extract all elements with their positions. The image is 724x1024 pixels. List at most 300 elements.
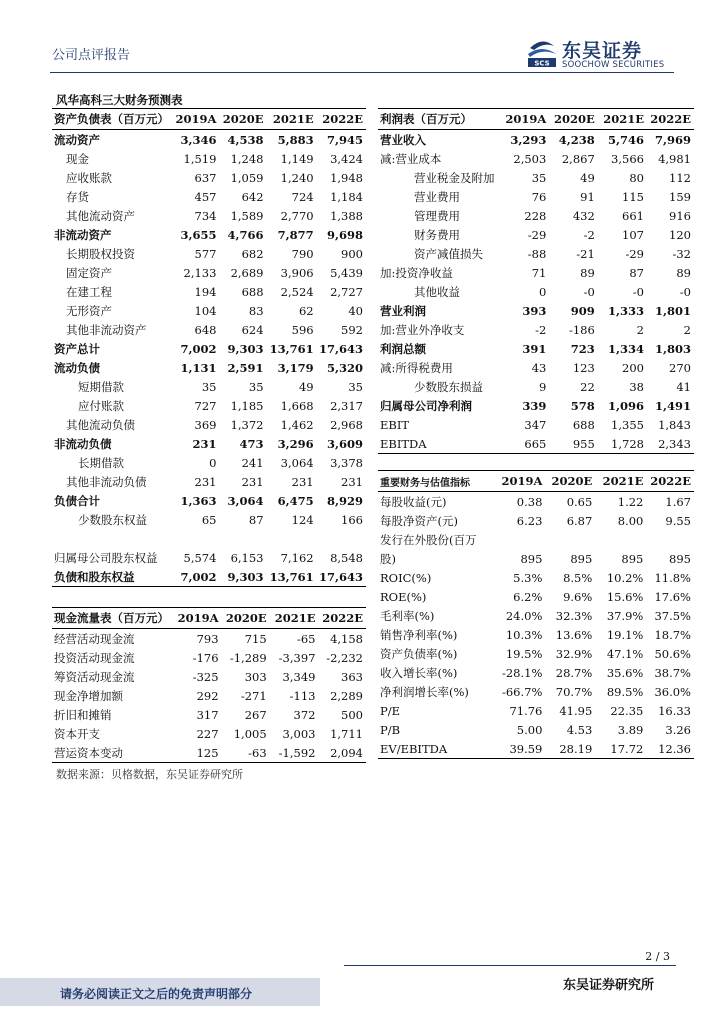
row-value: 3,655 <box>180 227 217 242</box>
row-value: 43 <box>531 360 547 375</box>
key-metrics-table <box>378 470 694 759</box>
row-value: 7,002 <box>172 567 219 587</box>
table-row <box>52 724 366 743</box>
row-value: 35 <box>531 170 547 185</box>
row-value: 1,803 <box>654 341 691 356</box>
row-label: P/E <box>380 703 401 718</box>
row-value: 7,877 <box>277 227 314 242</box>
table-row <box>52 130 366 150</box>
row-value: -325 <box>192 669 219 684</box>
row-value: 37.9% <box>606 608 644 623</box>
row-value: -271 <box>240 688 267 703</box>
table-header-year: 2021E <box>267 109 317 130</box>
row-value: 292 <box>196 688 219 703</box>
row-value: 3.26 <box>665 722 691 737</box>
row-value: 0.38 <box>516 494 543 509</box>
row-value: 115 <box>622 189 644 204</box>
row-value: 1,843 <box>658 417 691 432</box>
row-value: 372 <box>293 707 316 722</box>
row-value: 624 <box>241 322 264 337</box>
row-value: 1,149 <box>280 151 314 166</box>
table-row <box>52 529 366 548</box>
row-value: 5,746 <box>607 132 644 147</box>
table-row <box>52 491 366 510</box>
row-value <box>495 530 545 549</box>
row-value: 2,343 <box>647 434 694 454</box>
row-value: -1,592 <box>270 743 319 763</box>
disclaimer-notice: 请务必阅读正文之后的免责声明部分 <box>60 987 253 1001</box>
row-value <box>595 530 646 549</box>
row-value: 1,059 <box>230 170 264 185</box>
row-value: 2,289 <box>330 688 363 703</box>
row-value: 7,945 <box>326 132 363 147</box>
header-divider <box>50 72 674 73</box>
row-value: 62 <box>298 303 314 318</box>
row-value: 2,503 <box>513 151 547 166</box>
row-value: 3,424 <box>330 151 363 166</box>
row-value: 3,378 <box>330 455 363 470</box>
row-value: 13.6% <box>555 627 593 642</box>
row-label: 加:营业外净收支 <box>380 322 465 337</box>
table-header-year: 2021E <box>270 608 319 629</box>
table-header-label: 资产负债表（百万元） <box>52 109 172 130</box>
row-value: 317 <box>196 707 219 722</box>
row-value: 270 <box>669 360 691 375</box>
row-label: 长期股权投资 <box>66 246 135 261</box>
row-label: 收入增长率(%) <box>380 665 458 680</box>
row-value: 1,728 <box>598 434 647 454</box>
row-value: 3,296 <box>277 436 314 451</box>
row-value: -3,397 <box>278 650 316 665</box>
row-label: 筹资活动现金流 <box>54 669 135 684</box>
table-row <box>52 743 366 763</box>
row-value: 39.59 <box>495 739 545 759</box>
row-value: 3,346 <box>180 132 217 147</box>
row-value: 1,388 <box>330 208 363 223</box>
row-value: 1,462 <box>280 417 314 432</box>
row-value: 688 <box>572 417 595 432</box>
row-value: 166 <box>341 512 363 527</box>
table-header-year: 2019A <box>173 608 221 629</box>
footer-divider <box>344 965 676 966</box>
table-row <box>378 701 694 720</box>
table-row <box>52 206 366 225</box>
row-value: 5,883 <box>277 132 314 147</box>
table-row <box>52 263 366 282</box>
row-value: 241 <box>241 455 264 470</box>
balance-sheet-table <box>52 108 366 587</box>
row-value: 2,317 <box>330 398 363 413</box>
table-row <box>52 648 366 667</box>
row-value: 3,293 <box>510 132 547 147</box>
row-value: 35.6% <box>606 665 644 680</box>
row-value: 642 <box>241 189 264 204</box>
table-header-year: 2020E <box>545 471 595 492</box>
row-label: 营业收入 <box>380 132 426 147</box>
row-value: 38 <box>629 379 644 394</box>
table-row <box>378 434 694 454</box>
row-value: 123 <box>572 360 595 375</box>
row-value: 91 <box>580 189 595 204</box>
row-value: 13,761 <box>267 567 317 587</box>
row-value: 3.89 <box>617 722 644 737</box>
table-row <box>52 510 366 529</box>
row-value: 2,689 <box>230 265 264 280</box>
row-value: 104 <box>194 303 217 318</box>
row-value: 35 <box>248 379 264 394</box>
row-value: -1,289 <box>229 650 267 665</box>
row-value: 17,643 <box>317 567 366 587</box>
row-value: 457 <box>194 189 217 204</box>
row-label: EV/EBITDA <box>378 739 495 759</box>
logo-chinese: 东吴证券 <box>562 40 643 62</box>
row-value: 17.6% <box>654 589 691 604</box>
table-row <box>378 606 694 625</box>
table-header-year: 2019A <box>495 471 545 492</box>
row-value: 1,948 <box>330 170 363 185</box>
logo-english: SOOCHOW SECURITIES <box>562 60 665 70</box>
row-value: 1.67 <box>665 494 691 509</box>
row-value: 24.0% <box>505 608 543 623</box>
row-value: 22 <box>580 379 595 394</box>
row-value: 592 <box>341 322 363 337</box>
table-row <box>52 472 366 491</box>
row-label: 短期借款 <box>78 379 124 394</box>
row-label: ROIC(%) <box>380 570 432 585</box>
row-label: 长期借款 <box>78 455 124 470</box>
row-value: 8.5% <box>563 570 593 585</box>
row-value: -0 <box>632 284 644 299</box>
row-value: 227 <box>196 726 219 741</box>
row-value: 71 <box>531 265 547 280</box>
row-label: 其他流动负债 <box>66 417 135 432</box>
row-value: 65 <box>201 512 217 527</box>
table-row <box>52 434 366 453</box>
table-row <box>52 396 366 415</box>
row-value: 895 <box>621 551 644 566</box>
table-header-year: 2020E <box>222 608 270 629</box>
row-value: 47.1% <box>606 646 644 661</box>
report-category: 公司点评报告 <box>52 48 131 63</box>
row-value: 6,475 <box>277 493 314 508</box>
table-header-row <box>52 608 366 629</box>
row-label: 少数股东权益 <box>78 512 147 527</box>
row-value: 231 <box>192 436 217 451</box>
row-value: 682 <box>241 246 264 261</box>
row-label: 存货 <box>66 189 89 204</box>
row-value: 734 <box>194 208 217 223</box>
row-value <box>172 529 219 548</box>
row-value: 1,185 <box>230 398 264 413</box>
row-value: 7,162 <box>280 550 314 565</box>
table-row <box>378 511 694 530</box>
row-value: 1,005 <box>233 726 267 741</box>
row-value: 112 <box>669 170 691 185</box>
row-value: 1,096 <box>607 398 644 413</box>
row-value: 1,668 <box>280 398 314 413</box>
row-value: 9 <box>539 379 547 394</box>
row-value: -32 <box>672 246 691 261</box>
table-row <box>378 415 694 434</box>
table-row <box>378 530 694 549</box>
table-row <box>52 187 366 206</box>
row-label: 固定资产 <box>66 265 112 280</box>
row-value: 4,766 <box>227 227 264 242</box>
table-header-year: 2021E <box>598 109 647 130</box>
row-label: 管理费用 <box>414 208 460 223</box>
row-value: 3,003 <box>282 726 316 741</box>
row-value: -113 <box>289 688 316 703</box>
row-value: 1,334 <box>607 341 644 356</box>
row-label: 发行在外股份(百万 <box>380 532 477 547</box>
table-row <box>378 320 694 339</box>
table-header-year: 2022E <box>647 109 694 130</box>
row-label: 在建工程 <box>66 284 112 299</box>
row-value: 715 <box>244 631 267 646</box>
row-value: 8.00 <box>617 513 644 528</box>
table-header-label: 利润表（百万元） <box>378 109 501 130</box>
row-value: 9.6% <box>563 589 593 604</box>
table-row <box>378 358 694 377</box>
table-row <box>378 396 694 415</box>
row-label: 营业费用 <box>414 189 460 204</box>
row-value: 8,548 <box>330 550 363 565</box>
row-value: 0 <box>209 455 217 470</box>
row-value <box>267 529 317 548</box>
row-value: 688 <box>241 284 264 299</box>
table-row <box>52 244 366 263</box>
row-value: 89.5% <box>606 684 644 699</box>
table-row <box>52 282 366 301</box>
row-value <box>219 529 266 548</box>
table-row <box>52 320 366 339</box>
row-value: 107 <box>622 227 644 242</box>
row-value: 80 <box>629 170 644 185</box>
row-label: 每股收益(元) <box>380 494 447 509</box>
row-value: 12.36 <box>646 739 694 759</box>
row-value: 9,303 <box>219 567 266 587</box>
row-value: 231 <box>241 474 264 489</box>
row-value: 955 <box>549 434 597 454</box>
row-value: 1,131 <box>180 360 217 375</box>
row-value: 5.00 <box>516 722 543 737</box>
row-value: 38.7% <box>654 665 691 680</box>
row-value: 6.23 <box>516 513 543 528</box>
table-header-year: 2020E <box>549 109 597 130</box>
row-value <box>646 530 694 549</box>
table-header-year: 2022E <box>318 608 366 629</box>
table-row <box>378 168 694 187</box>
table-row <box>378 587 694 606</box>
row-value: 1,711 <box>330 726 363 741</box>
row-value: 391 <box>522 341 547 356</box>
row-label: 非流动资产 <box>54 227 112 242</box>
row-value: 369 <box>194 417 217 432</box>
row-value: 32.9% <box>555 646 593 661</box>
row-value: 347 <box>524 417 547 432</box>
table-row <box>378 644 694 663</box>
row-value: 1,519 <box>183 151 217 166</box>
row-value: 37.5% <box>654 608 691 623</box>
row-label: 股) <box>380 551 396 566</box>
table-row <box>52 629 366 649</box>
table-row <box>52 301 366 320</box>
row-value: 1,333 <box>607 303 644 318</box>
cash-flow-table <box>52 607 366 763</box>
row-value: 1,355 <box>611 417 644 432</box>
row-label: 资产减值损失 <box>414 246 483 261</box>
row-value <box>545 530 595 549</box>
row-value: 0.65 <box>566 494 593 509</box>
table-header-year: 2020E <box>219 109 266 130</box>
table-row <box>52 453 366 472</box>
row-value: 473 <box>239 436 264 451</box>
row-value: 125 <box>173 743 221 763</box>
table-row <box>378 244 694 263</box>
table-row <box>378 492 694 512</box>
row-label: ROE(%) <box>380 589 427 604</box>
row-value: 28.19 <box>545 739 595 759</box>
row-label: 每股净资产(元) <box>380 513 458 528</box>
row-value: 120 <box>669 227 691 242</box>
row-label: 资产负债率(%) <box>380 646 458 661</box>
row-value: 6.87 <box>566 513 593 528</box>
table-header-label: 现金流量表（百万元） <box>52 608 173 629</box>
row-value: 231 <box>291 474 314 489</box>
row-value: 2 <box>636 322 644 337</box>
row-value: 231 <box>341 474 363 489</box>
row-value: 50.6% <box>654 646 691 661</box>
row-value: 4,238 <box>558 132 595 147</box>
row-value: 41 <box>676 379 691 394</box>
row-value: 1,491 <box>654 398 691 413</box>
logo-mark-text: SCS <box>534 59 550 68</box>
row-value: 41.95 <box>559 703 593 718</box>
table-row <box>378 720 694 739</box>
row-value: 76 <box>531 189 547 204</box>
row-value: 577 <box>194 246 217 261</box>
row-label: 财务费用 <box>414 227 460 242</box>
row-value: 35 <box>348 379 363 394</box>
row-label: 其他非流动资产 <box>66 322 147 337</box>
row-value: 89 <box>676 265 691 280</box>
row-value: -186 <box>568 322 595 337</box>
row-value: 6,153 <box>230 550 264 565</box>
row-value: 2,968 <box>330 417 363 432</box>
table-row <box>52 548 366 567</box>
row-label: 资本开支 <box>54 726 100 741</box>
row-value: 10.3% <box>505 627 543 642</box>
brand-logo <box>526 36 686 72</box>
table-row <box>378 568 694 587</box>
data-source-note: 数据来源：贝格数据，东吴证券研究所 <box>56 768 243 781</box>
row-value: 1,248 <box>230 151 264 166</box>
row-value: 5,574 <box>183 550 217 565</box>
row-value: 500 <box>341 707 363 722</box>
table-row <box>52 358 366 377</box>
row-label: 减:所得税费用 <box>380 360 453 375</box>
table-header-row <box>378 109 694 130</box>
row-value: 40 <box>348 303 363 318</box>
row-value: 11.8% <box>654 570 691 585</box>
row-label: 应付账款 <box>78 398 124 413</box>
row-label: 其他流动资产 <box>66 208 135 223</box>
row-value: -88 <box>527 246 547 261</box>
row-label: 营运资本变动 <box>52 743 173 763</box>
table-row <box>52 415 366 434</box>
row-label: 负债和股东权益 <box>52 567 172 587</box>
table-row <box>378 663 694 682</box>
table-row <box>378 225 694 244</box>
row-value: 9,303 <box>227 341 264 356</box>
row-label: 归属母公司净利润 <box>380 398 472 413</box>
row-value: 89 <box>580 265 595 280</box>
row-label: 无形资产 <box>66 303 112 318</box>
row-value: 2,591 <box>227 360 264 375</box>
row-value: -66.7% <box>501 684 543 699</box>
row-value: 724 <box>291 189 314 204</box>
row-label: 毛利率(%) <box>380 608 435 623</box>
row-label: 现金净增加额 <box>54 688 123 703</box>
table-header-row <box>52 109 366 130</box>
row-value: 5,320 <box>326 360 363 375</box>
row-value: 200 <box>622 360 644 375</box>
row-value: 648 <box>194 322 217 337</box>
row-value: 2 <box>683 322 691 337</box>
row-label: 资产总计 <box>54 341 100 356</box>
row-label: 非流动负债 <box>54 436 112 451</box>
table-row <box>378 377 694 396</box>
row-value: 19.5% <box>505 646 543 661</box>
row-value: 3,064 <box>280 455 314 470</box>
row-value: 3,179 <box>277 360 314 375</box>
row-value: 17,643 <box>318 341 363 356</box>
row-label: 现金 <box>66 151 89 166</box>
row-label: 流动负债 <box>54 360 100 375</box>
row-value: 8,929 <box>326 493 363 508</box>
row-value: 7,969 <box>654 132 691 147</box>
row-value: 267 <box>244 707 267 722</box>
row-label: 投资活动现金流 <box>54 650 135 665</box>
row-value: 194 <box>194 284 217 299</box>
row-value: 17.72 <box>595 739 646 759</box>
row-value: 159 <box>669 189 691 204</box>
row-value: 363 <box>341 669 363 684</box>
row-value: 3,349 <box>282 669 316 684</box>
row-value: 87 <box>629 265 644 280</box>
row-label: P/B <box>380 722 401 737</box>
row-value: 1,184 <box>330 189 363 204</box>
logo-mark-icon <box>526 38 558 68</box>
income-statement-table <box>378 108 694 454</box>
row-value: 637 <box>194 170 217 185</box>
row-value: 432 <box>572 208 595 223</box>
row-value: 727 <box>194 398 217 413</box>
row-value <box>317 529 366 548</box>
table-row <box>52 168 366 187</box>
row-value: 1,372 <box>230 417 264 432</box>
table-row <box>378 130 694 150</box>
row-value: 49 <box>580 170 595 185</box>
row-value: 6.2% <box>513 589 543 604</box>
row-value: 35 <box>201 379 217 394</box>
row-value: 1,363 <box>180 493 217 508</box>
table-row <box>52 149 366 168</box>
table-row <box>378 301 694 320</box>
row-value: 895 <box>669 551 691 566</box>
row-value: 1.22 <box>617 494 644 509</box>
row-value: 7,002 <box>180 341 217 356</box>
